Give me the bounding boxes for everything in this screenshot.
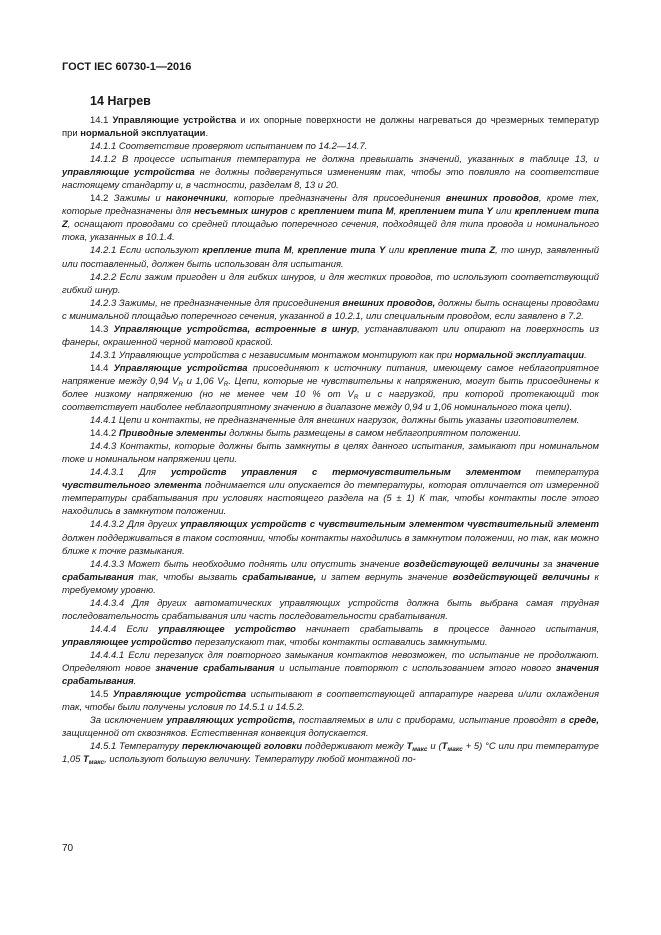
defined-term: управляющие устройства (62, 167, 195, 179)
text-run: поддерживают между (302, 741, 407, 753)
defined-term: воздействующей величины (452, 571, 590, 583)
text-run: и 1,06 V (183, 375, 224, 387)
defined-term: управляющих устройств, (166, 715, 296, 727)
paragraph (62, 140, 599, 153)
paragraph (62, 192, 599, 244)
defined-term: креплением типа M (298, 206, 394, 218)
text-run: 14.4.1 Цепи и контакты, не предназначенные для внешних нагрузок, должны быть указаны изготовителем. (90, 415, 580, 427)
defined-term: среде, (568, 715, 599, 727)
text-run: , используют большую величину. Температуру любой монтажной по- (104, 754, 416, 766)
defined-term: крепление типа Y (297, 245, 386, 257)
paragraph (62, 271, 599, 297)
defined-term: несъемных шнуров (194, 206, 288, 218)
subscript: R (353, 393, 359, 401)
text-run: 14.4.3.3 Может быть необходимо поднять или опустить значение (90, 558, 404, 570)
text-run: 14.3.1 Управляющие устройства с независимым монтажом монтируют как при (90, 349, 455, 361)
text-run: должны быть оснащены проводами с минимальной площадью поперечного сечения, указанной в 10.2.1, или специальным проводом, если заявлено в 7.2. (62, 297, 600, 322)
defined-term: управляющих устройств с чувствительным элементом чувствительный элемент (180, 519, 599, 531)
defined-term: T (441, 741, 448, 753)
paragraph (62, 623, 599, 649)
defined-term: управляющее устройство (62, 636, 193, 648)
page-number: 70 (62, 843, 74, 854)
subscript: макс (412, 746, 428, 754)
defined-term: воздействующей величины (403, 558, 540, 570)
document-header: ГОСТ IEC 60730-1—2016 (62, 61, 192, 73)
text-run: защищенной от сквозняков. Естественная конвекция допускается. (62, 728, 369, 740)
subscript: R (223, 380, 229, 388)
text-run: перезапускают так, чтобы контакты оставались замкнутыми. (192, 636, 488, 648)
paragraph (62, 323, 599, 349)
text-run: , (291, 245, 298, 257)
text-run: . (584, 349, 587, 361)
paragraph (62, 466, 599, 518)
text-run: к требуемому уровню. (62, 571, 600, 596)
text-run: поставляемых в или с приборами, испытание проводят в (295, 715, 569, 727)
defined-term: устройств управления с термочувствительным элементом (170, 467, 521, 479)
text-run: присоединяют к источнику питания, имеющему самое неблагоприятное напряжение между 0,94 V (62, 362, 599, 387)
paragraph (62, 440, 599, 466)
text-run: так, чтобы вызвать (133, 571, 243, 583)
defined-term: внешних проводов, (342, 297, 436, 309)
paragraph (62, 114, 599, 140)
paragraph (62, 649, 599, 688)
text-run: 14.5.1 Температуру (90, 741, 182, 753)
clause-number: 14.2 (90, 193, 114, 205)
defined-term: Приводные элементы (118, 428, 227, 440)
defined-term: креплением типа Z (62, 206, 599, 231)
text-run: испытывают в соответствующей аппаратуре нагрева и/или охлаждения так, чтобы были получены условия по 14.5.1 и 14.5.2. (62, 689, 599, 714)
text-run: температура (520, 467, 599, 479)
clause-number: 14.3 (90, 323, 114, 335)
paragraph (62, 153, 599, 192)
defined-term: наконечники (166, 193, 226, 205)
defined-term: T (406, 741, 413, 753)
text-run: должны быть размещены в самом неблагоприятном положении. (226, 428, 521, 440)
text-run: и затем вернуть значение (316, 571, 453, 583)
text-run: начинает срабатывать в процессе данного испытания, (295, 623, 599, 635)
section-title: 14 Нагрев (90, 94, 151, 108)
text-run: 14.2.1 Если используют (90, 245, 203, 257)
text-run: и с нагрузкой, при которой протекающий ток соответствует наиболее неблагоприятному значению в диапазоне между 0,94 и 1,06 номинального тока цепи). (62, 388, 599, 414)
defined-term: крепление типа Z (408, 245, 496, 257)
paragraph (62, 518, 599, 557)
defined-term: переключающей головки (181, 741, 303, 753)
text-run: , то шнур, заявленный или поставленный, должен быть использован для испытания. (62, 245, 599, 270)
text-run: . Цепи, которые не чувствительны к напряжению, могут быть присоединены к более низкому напряжению (но не менее чем 10 % от V (62, 375, 600, 400)
defined-term: управляющее устройство (158, 623, 296, 635)
defined-term: Управляющие устройства, встроенные в шнур (113, 323, 358, 335)
paragraph (62, 740, 599, 766)
defined-term: креплением типа Y (399, 206, 493, 218)
defined-term: нормальной эксплуатации (80, 128, 206, 140)
text-run: . (205, 128, 209, 140)
defined-term: Управляющие устройства (112, 115, 237, 126)
body-text (62, 114, 599, 766)
text-run: 14.4.4 Если (90, 623, 159, 635)
text-run: 14.1.1 Соответствие проверяют испытанием по 14.2—14.7. (90, 141, 368, 153)
defined-term: T (83, 754, 89, 766)
text-run: 14.1.2 В процессе испытания температура не должна превышать значений, указанных в таблице 13, и (90, 154, 599, 166)
defined-term: Управляющие устройства (112, 689, 247, 701)
paragraph (62, 244, 599, 270)
text-run: или (492, 206, 515, 218)
defined-term: крепление типа M (202, 245, 292, 257)
text-run: , которые предназначены для присоединения (225, 193, 446, 205)
text-run: должен поддерживаться в таком состоянии, чтобы контакты находились в замкнутом положении, но так, как можно ближе к точке размыкания. (62, 532, 599, 557)
paragraph (62, 349, 599, 362)
clause-number: 14.4 (90, 362, 114, 374)
text-run: за (539, 558, 557, 570)
text-run: 14.4.3.4 Для других автоматических управляющих устройств должна быть выбрана самая трудная последовательность срабатывания или часть последовательности срабатывания. (62, 597, 599, 622)
text-run: 14.4.3.2 Для других (90, 519, 181, 531)
text-run: 14.4.4.1 Если перезапуск для повторного замыкания контактов невозможен, то испытание не продолжают. Определяют новое (62, 649, 599, 674)
text-run: 14.2.3 Зажимы, не предназначенные для присоединения (90, 297, 343, 309)
paragraph (62, 427, 599, 440)
defined-term: чувствительного элемента (62, 480, 202, 492)
paragraph (62, 597, 599, 623)
paragraph (62, 297, 599, 323)
text-run: , кроме тех, которые предназначены для (62, 193, 599, 218)
text-run: поднимается или опускается до температуры, которая отличается от измеренной температуры срабатывания при условиях настоящего раздела на (5 ± 1) К так, чтобы контакты после этого находились в замкнутом положении. (62, 480, 599, 518)
defined-term: срабатывание, (242, 571, 317, 583)
text-run: 14.4.3 Контакты, которые должны быть замкнуты в целях данного испытания, замыкают при номинальном токе и номинальном напряжении цепи. (62, 441, 599, 466)
paragraph (62, 558, 599, 597)
defined-term: значения срабатывания (62, 662, 599, 688)
defined-term: внешних проводов (445, 193, 539, 205)
subscript: макс (447, 746, 463, 754)
text-run: , (393, 206, 400, 218)
paragraph (62, 714, 599, 740)
defined-term: Управляющие устройства (113, 362, 248, 374)
text-run: + 5) °С или при температуре 1,05 (62, 741, 599, 766)
paragraph (62, 414, 599, 427)
text-run: , устанавливают или опирают на поверхность из фанеры, окрашенной черной матовой краской. (62, 323, 599, 348)
subscript: макс (88, 759, 105, 767)
text-run: не должны подвергнуться изменениям так, чтобы это повлияло на соответствие настоящему стандарту и, в частности, разделам 8, 13 и 20. (62, 167, 599, 192)
paragraph (62, 362, 599, 414)
subscript: R (178, 380, 184, 388)
clause-number: 14.4.2 (90, 428, 119, 440)
text-run: . (133, 676, 137, 688)
text-run: или (385, 245, 408, 257)
text-run: Зажимы и (113, 193, 167, 205)
text-run: и испытание повторяют с использованием этого нового (274, 662, 556, 674)
text-run: 14.4.3.1 Для (90, 467, 171, 479)
defined-term: значение срабатывания (62, 558, 600, 583)
text-run: и их опорные поверхности не должны нагреваться до чрезмерных температур при (62, 115, 599, 140)
clause-number: 14.5 (90, 689, 113, 701)
text-run: с (287, 206, 299, 218)
text-run: и ( (427, 741, 442, 753)
defined-term: значение срабатывания (155, 662, 275, 674)
defined-term: нормальной эксплуатации (454, 349, 585, 361)
text-run: , оснащают проводами со средней площадью поперечного сечения, подходящей для типа провода и номинального тока, указанных в 10.1.4. (62, 219, 599, 244)
text-run: 14.1 (90, 115, 113, 126)
paragraph (62, 688, 599, 714)
text-run: 14.2.2 Если зажим пригоден и для гибких шнуров, и для жестких проводов, то используют соответствующий гибкий шнур. (62, 271, 599, 296)
text-run: За исключением (90, 715, 167, 727)
